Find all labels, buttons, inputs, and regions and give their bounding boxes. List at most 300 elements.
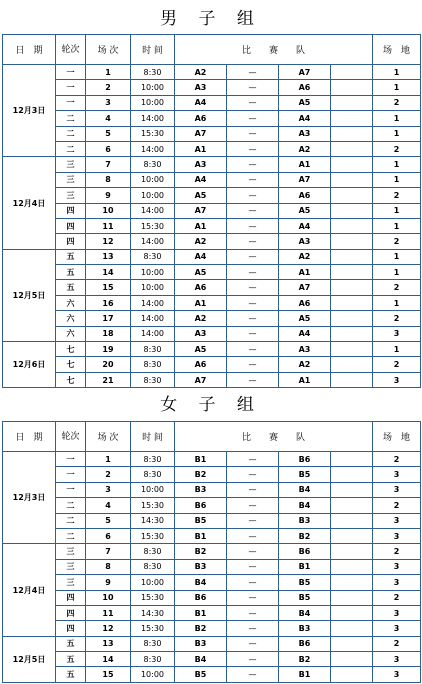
team-a-cell: A1 [175,218,227,233]
team-b-cell: A7 [279,65,331,80]
time-cell: 15:30 [131,621,175,636]
spacer-cell [331,575,373,590]
team-a-cell: B6 [175,498,227,513]
venue-cell: 2 [373,234,421,249]
spacer-cell [331,342,373,357]
team-b-cell: B1 [279,667,331,682]
spacer-cell [331,172,373,187]
team-b-cell: A6 [279,188,331,203]
round-cell: 三 [56,188,86,203]
versus-dash-cell: — [227,621,279,636]
spacer-cell [331,234,373,249]
table-row [3,621,421,636]
spacer-cell [331,188,373,203]
table-row [3,203,421,218]
round-cell: 四 [56,621,86,636]
team-b-cell: A6 [279,80,331,95]
time-cell: 14:00 [131,141,175,156]
venue-header: 场 地 [373,35,421,65]
spacer-cell [331,559,373,574]
team-a-cell: A5 [175,342,227,357]
spacer-cell [331,203,373,218]
versus-dash-cell: — [227,342,279,357]
venue-cell: 2 [373,590,421,605]
date-cell: 12月5日 [3,636,56,682]
table-row [3,172,421,187]
venue-cell: 1 [373,265,421,280]
round-cell: 七 [56,372,86,387]
versus-dash-cell: — [227,528,279,543]
time-cell: 15:30 [131,218,175,233]
round-cell: 一 [56,467,86,482]
time-cell: 10:00 [131,482,175,497]
table-row [3,280,421,295]
versus-dash-cell: — [227,249,279,264]
versus-dash-cell: — [227,326,279,341]
date-cell: 12月4日 [3,544,56,636]
match-number-cell: 3 [86,95,131,110]
team-a-cell: B2 [175,544,227,559]
team-a-cell: B1 [175,528,227,543]
team-b-cell: A3 [279,234,331,249]
match-header: 场 次 [86,422,131,452]
time-cell: 8:30 [131,249,175,264]
versus-dash-cell: — [227,498,279,513]
team-a-cell: B5 [175,667,227,682]
time-cell: 8:30 [131,544,175,559]
venue-cell: 2 [373,636,421,651]
round-cell: 二 [56,528,86,543]
time-cell: 14:30 [131,605,175,620]
team-a-cell: B3 [175,482,227,497]
team-b-cell: B2 [279,528,331,543]
team-b-cell: A5 [279,311,331,326]
venue-cell: 2 [373,498,421,513]
time-cell: 10:00 [131,80,175,95]
teams-header: 比 赛 队 [175,35,373,65]
round-cell: 四 [56,218,86,233]
spacer-cell [331,513,373,528]
match-number-cell: 11 [86,605,131,620]
table-row [3,65,421,80]
time-header: 时 间 [131,422,175,452]
venue-header: 场 地 [373,422,421,452]
venue-cell: 3 [373,467,421,482]
team-a-cell: A4 [175,172,227,187]
versus-dash-cell: — [227,234,279,249]
time-cell: 8:30 [131,559,175,574]
versus-dash-cell: — [227,482,279,497]
spacer-cell [331,326,373,341]
table-row [3,528,421,543]
team-a-cell: A4 [175,95,227,110]
table-row [3,188,421,203]
round-cell: 四 [56,234,86,249]
team-a-cell: A6 [175,357,227,372]
table-row [3,126,421,141]
spacer-cell [331,280,373,295]
versus-dash-cell: — [227,372,279,387]
table-row [3,265,421,280]
round-header: 轮次 [56,35,86,65]
team-b-cell: B1 [279,559,331,574]
table-row [3,513,421,528]
team-b-cell: B5 [279,575,331,590]
team-a-cell: A3 [175,80,227,95]
venue-cell: 3 [373,513,421,528]
round-cell: 三 [56,157,86,172]
versus-dash-cell: — [227,357,279,372]
round-cell: 二 [56,513,86,528]
match-number-cell: 4 [86,111,131,126]
table-row [3,234,421,249]
team-b-cell: A7 [279,172,331,187]
venue-cell: 3 [373,652,421,667]
team-b-cell: B4 [279,605,331,620]
venue-cell: 3 [373,528,421,543]
venue-cell: 2 [373,357,421,372]
match-number-cell: 16 [86,295,131,310]
team-b-cell: A3 [279,126,331,141]
venue-cell: 1 [373,218,421,233]
table-row [3,95,421,110]
round-cell: 四 [56,203,86,218]
match-number-cell: 15 [86,280,131,295]
venue-cell: 1 [373,342,421,357]
spacer-cell [331,544,373,559]
versus-dash-cell: — [227,636,279,651]
table-row [3,452,421,467]
team-b-cell: A4 [279,218,331,233]
round-cell: 六 [56,326,86,341]
venue-cell: 2 [373,141,421,156]
table-row [3,559,421,574]
team-a-cell: B2 [175,621,227,636]
time-cell: 8:30 [131,467,175,482]
spacer-cell [331,95,373,110]
venue-cell: 3 [373,605,421,620]
team-b-cell: B4 [279,482,331,497]
table-row [3,372,421,387]
spacer-cell [331,157,373,172]
match-number-cell: 8 [86,559,131,574]
table-row [3,326,421,341]
round-cell: 四 [56,605,86,620]
table-row [3,636,421,651]
date-cell: 12月6日 [3,342,56,388]
team-b-cell: B6 [279,636,331,651]
versus-dash-cell: — [227,652,279,667]
match-number-cell: 5 [86,126,131,141]
versus-dash-cell: — [227,80,279,95]
venue-cell: 3 [373,575,421,590]
spacer-cell [331,667,373,682]
versus-dash-cell: — [227,95,279,110]
team-b-cell: A1 [279,372,331,387]
venue-cell: 1 [373,172,421,187]
versus-dash-cell: — [227,111,279,126]
team-b-cell: A4 [279,111,331,126]
spacer-cell [331,372,373,387]
table-row [3,218,421,233]
team-b-cell: A1 [279,157,331,172]
header-row [3,35,421,65]
spacer-cell [331,265,373,280]
match-number-cell: 12 [86,234,131,249]
women-schedule-table [2,421,421,683]
match-number-cell: 14 [86,652,131,667]
team-a-cell: A5 [175,188,227,203]
match-number-cell: 1 [86,65,131,80]
table-row [3,498,421,513]
spacer-cell [331,295,373,310]
round-cell: 一 [56,482,86,497]
versus-dash-cell: — [227,452,279,467]
team-b-cell: B3 [279,513,331,528]
team-b-cell: A2 [279,249,331,264]
team-a-cell: A2 [175,311,227,326]
team-b-cell: A3 [279,342,331,357]
time-cell: 10:00 [131,280,175,295]
match-number-cell: 4 [86,498,131,513]
team-a-cell: B5 [175,513,227,528]
team-b-cell: A5 [279,203,331,218]
time-cell: 8:30 [131,157,175,172]
round-cell: 五 [56,249,86,264]
versus-dash-cell: — [227,172,279,187]
time-cell: 10:00 [131,265,175,280]
versus-dash-cell: — [227,188,279,203]
venue-cell: 1 [373,295,421,310]
table-row [3,652,421,667]
versus-dash-cell: — [227,218,279,233]
team-a-cell: A7 [175,203,227,218]
spacer-cell [331,141,373,156]
spacer-cell [331,218,373,233]
team-a-cell: A7 [175,372,227,387]
venue-cell: 2 [373,95,421,110]
match-number-cell: 2 [86,80,131,95]
venue-cell: 1 [373,65,421,80]
venue-cell: 3 [373,326,421,341]
round-cell: 六 [56,311,86,326]
team-b-cell: A7 [279,280,331,295]
match-number-cell: 14 [86,265,131,280]
round-cell: 五 [56,652,86,667]
team-a-cell: B3 [175,636,227,651]
spacer-cell [331,249,373,264]
team-a-cell: B4 [175,652,227,667]
time-cell: 8:30 [131,65,175,80]
venue-cell: 2 [373,188,421,203]
round-cell: 二 [56,126,86,141]
round-cell: 六 [56,295,86,310]
round-cell: 五 [56,280,86,295]
team-b-cell: A1 [279,265,331,280]
team-a-cell: B1 [175,452,227,467]
round-cell: 七 [56,342,86,357]
venue-cell: 2 [373,452,421,467]
women-group-title: 女 子 组 [160,395,262,415]
time-cell: 15:30 [131,528,175,543]
table-row [3,590,421,605]
team-a-cell: A2 [175,65,227,80]
match-number-cell: 8 [86,172,131,187]
team-b-cell: B6 [279,452,331,467]
table-row [3,544,421,559]
match-number-cell: 19 [86,342,131,357]
venue-cell: 2 [373,280,421,295]
venue-cell: 3 [373,372,421,387]
versus-dash-cell: — [227,295,279,310]
venue-cell: 1 [373,203,421,218]
match-number-cell: 10 [86,590,131,605]
round-cell: 一 [56,65,86,80]
versus-dash-cell: — [227,575,279,590]
time-cell: 14:00 [131,111,175,126]
match-number-cell: 13 [86,249,131,264]
match-number-cell: 9 [86,188,131,203]
team-a-cell: A1 [175,141,227,156]
venue-cell: 3 [373,482,421,497]
time-cell: 10:00 [131,667,175,682]
round-header: 轮次 [56,422,86,452]
team-a-cell: B6 [175,590,227,605]
spacer-cell [331,528,373,543]
date-cell: 12月5日 [3,249,56,341]
versus-dash-cell: — [227,65,279,80]
time-cell: 8:30 [131,652,175,667]
venue-cell: 1 [373,80,421,95]
time-cell: 8:30 [131,357,175,372]
round-cell: 一 [56,95,86,110]
table-row [3,295,421,310]
match-number-cell: 12 [86,621,131,636]
match-number-cell: 21 [86,372,131,387]
venue-cell: 2 [373,311,421,326]
match-number-cell: 20 [86,357,131,372]
match-number-cell: 9 [86,575,131,590]
match-number-cell: 5 [86,513,131,528]
time-cell: 14:30 [131,513,175,528]
time-cell: 10:00 [131,95,175,110]
teams-header: 比 赛 队 [175,422,373,452]
team-a-cell: A6 [175,280,227,295]
spacer-cell [331,590,373,605]
spacer-cell [331,467,373,482]
round-cell: 四 [56,590,86,605]
table-row [3,605,421,620]
spacer-cell [331,452,373,467]
men-schedule-table [2,34,421,388]
date-cell: 12月3日 [3,65,56,157]
round-cell: 七 [56,357,86,372]
time-cell: 15:30 [131,498,175,513]
versus-dash-cell: — [227,157,279,172]
versus-dash-cell: — [227,513,279,528]
versus-dash-cell: — [227,265,279,280]
match-number-cell: 2 [86,467,131,482]
team-a-cell: A4 [175,249,227,264]
venue-cell: 1 [373,126,421,141]
time-cell: 15:30 [131,126,175,141]
venue-cell: 3 [373,621,421,636]
table-row [3,141,421,156]
versus-dash-cell: — [227,126,279,141]
men-group-title: 男 子 组 [160,9,262,29]
round-cell: 五 [56,667,86,682]
spacer-cell [331,621,373,636]
round-cell: 一 [56,452,86,467]
table-row [3,311,421,326]
match-header: 场 次 [86,35,131,65]
spacer-cell [331,357,373,372]
match-number-cell: 7 [86,544,131,559]
team-a-cell: B4 [175,575,227,590]
team-a-cell: A7 [175,126,227,141]
table-row [3,157,421,172]
team-a-cell: B1 [175,605,227,620]
spacer-cell [331,636,373,651]
match-number-cell: 6 [86,528,131,543]
versus-dash-cell: — [227,544,279,559]
round-cell: 二 [56,498,86,513]
table-row [3,575,421,590]
team-b-cell: B5 [279,467,331,482]
table-row [3,80,421,95]
match-number-cell: 18 [86,326,131,341]
spacer-cell [331,65,373,80]
time-cell: 14:00 [131,326,175,341]
time-cell: 10:00 [131,172,175,187]
time-cell: 14:00 [131,234,175,249]
match-number-cell: 11 [86,218,131,233]
venue-cell: 1 [373,157,421,172]
team-b-cell: A2 [279,141,331,156]
round-cell: 三 [56,172,86,187]
time-cell: 10:00 [131,575,175,590]
round-cell: 三 [56,559,86,574]
versus-dash-cell: — [227,141,279,156]
time-header: 时 间 [131,35,175,65]
team-a-cell: A2 [175,234,227,249]
versus-dash-cell: — [227,311,279,326]
date-header: 日 期 [3,35,56,65]
team-b-cell: B3 [279,621,331,636]
spacer-cell [331,498,373,513]
table-row [3,482,421,497]
versus-dash-cell: — [227,559,279,574]
match-number-cell: 15 [86,667,131,682]
spacer-cell [331,652,373,667]
venue-cell: 1 [373,111,421,126]
venue-cell: 3 [373,559,421,574]
table-row [3,342,421,357]
time-cell: 8:30 [131,636,175,651]
spacer-cell [331,311,373,326]
round-cell: 二 [56,111,86,126]
spacer-cell [331,80,373,95]
table-row [3,111,421,126]
team-b-cell: A6 [279,295,331,310]
spacer-cell [331,482,373,497]
date-cell: 12月3日 [3,452,56,544]
round-cell: 三 [56,575,86,590]
team-b-cell: B6 [279,544,331,559]
versus-dash-cell: — [227,280,279,295]
time-cell: 15:30 [131,590,175,605]
date-header: 日 期 [3,422,56,452]
